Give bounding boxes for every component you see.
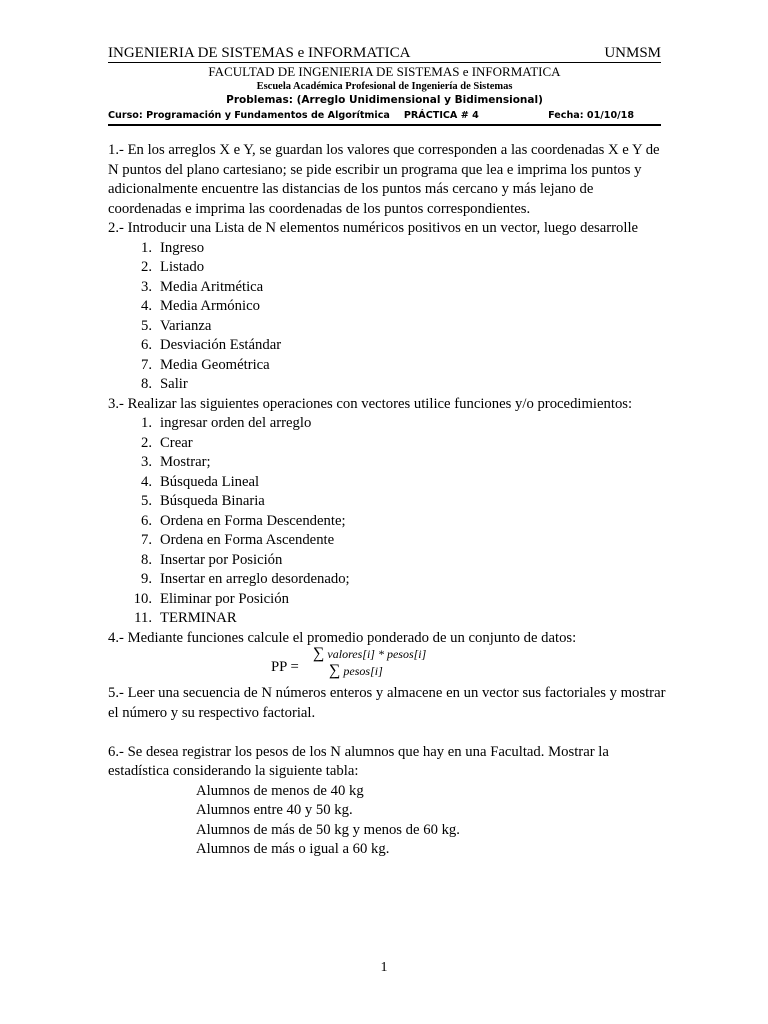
list-item-number: 4. [140, 473, 152, 490]
problem-4: 4.- Mediante funciones calcule el promedio ponderado de un conjunto de datos: [108, 629, 577, 646]
list-item-number: 8. [140, 376, 152, 392]
list-item [108, 297, 668, 317]
list-item-number: 5. [140, 493, 152, 509]
list-item-number: 9. [140, 571, 152, 587]
list-item-number: 4. [140, 298, 152, 314]
header-top-line [108, 45, 661, 63]
list-item-number: 7. [140, 532, 152, 548]
list-item-number: 2. [140, 434, 152, 451]
list-item-text: Varianza [160, 317, 212, 334]
list-item-number: 6. [140, 337, 152, 353]
list-item-number: 1. [140, 415, 152, 431]
problem-1: 1.- En los arreglos X e Y, se guardan los valores que corresponden a las coordenadas X e Y de N puntos del plano cartesiano; se pide escribir un programa que lea e imprima los puntos y adicionalmente encuentre las distancias de los puntos más cercano y más lejano de coordenadas e imprima las coordenadas de los puntos correspondientes. [108, 142, 660, 217]
list-item-text: TERMINAR [160, 610, 237, 626]
problem-2-list [108, 239, 668, 395]
list-item-text: Salir [160, 376, 188, 392]
list-item-number: 5. [140, 317, 152, 334]
list-item [108, 512, 668, 532]
list-item-text: Media Geométrica [160, 356, 270, 373]
list-item-text: Eliminar por Posición [160, 590, 289, 607]
document-body [108, 141, 668, 860]
formula-lhs: PP = [271, 659, 299, 675]
list-item [108, 531, 668, 551]
sigma-symbol: ∑ [329, 662, 341, 679]
weight-category: Alumnos de más de 50 kg y menos de 60 kg. [196, 821, 460, 838]
problem-2: 2.- Introducir una Lista de N elementos numéricos positivos en un vector, luego desarrolle [108, 220, 639, 236]
header-practice: PRÁCTICA # 4 [403, 110, 479, 121]
list-item-number: 8. [140, 551, 152, 568]
page-number: 1 [380, 960, 388, 975]
list-item-number: 3. [140, 454, 152, 470]
header-course-line [108, 109, 661, 126]
list-item-text: Mostrar; [160, 454, 211, 470]
list-item-number: 11. [134, 610, 152, 626]
list-item [108, 609, 668, 629]
problem-3-list [108, 414, 668, 629]
problem-6-list [108, 782, 668, 860]
list-item [108, 590, 668, 610]
list-item [108, 570, 668, 590]
formula-numerator-text: valores[i] * pesos[i] [327, 647, 427, 661]
list-item [108, 414, 668, 434]
header-university: UNMSM [604, 45, 661, 61]
list-item-number: 6. [140, 512, 152, 529]
spacer [108, 723, 668, 743]
list-item [108, 336, 668, 356]
list-item-text: Crear [160, 434, 193, 451]
formula-denominator-text: pesos[i] [343, 664, 383, 678]
list-item-text: Búsqueda Lineal [160, 473, 260, 490]
list-item-text: Ordena en Forma Descendente; [160, 512, 346, 529]
list-item [108, 492, 668, 512]
weighted-average-formula [271, 645, 668, 684]
list-item-number: 2. [140, 259, 152, 275]
problem-6: 6.- Se desea registrar los pesos de los N alumnos que hay en una Facultad. Mostrar la estadística considerando la siguiente tabla: [108, 743, 609, 779]
list-item [108, 317, 668, 337]
list-item [108, 375, 668, 395]
sigma-symbol: ∑ [313, 645, 325, 662]
list-item [108, 434, 668, 454]
list-item [108, 356, 668, 376]
list-item [108, 453, 668, 473]
header-department: INGENIERIA DE SISTEMAS e INFORMATICA [108, 45, 411, 61]
list-item-text: Ingreso [160, 239, 205, 256]
list-item-number: 10. [133, 590, 152, 607]
weight-category: Alumnos de menos de 40 kg [196, 782, 364, 799]
list-item-text: Desviación Estándar [160, 337, 282, 353]
formula-denominator [329, 661, 383, 682]
list-item-text: ingresar orden del arreglo [160, 415, 312, 431]
header-date: Fecha: 01/10/18 [548, 110, 634, 121]
list-item-text: Media Armónico [160, 298, 260, 314]
list-item-number: 7. [140, 356, 152, 373]
header-course: Curso: Programación y Fundamentos de Algorítmica [108, 110, 390, 121]
problem-5: 5.- Leer una secuencia de N números enteros y almacene en un vector sus factoriales y mostrar el número y su respectivo factorial. [108, 685, 666, 721]
list-item-number: 3. [140, 278, 152, 295]
list-item [108, 258, 668, 278]
weight-category: Alumnos entre 40 y 50 kg. [196, 802, 353, 818]
list-item [108, 551, 668, 571]
list-item-text: Ordena en Forma Ascendente [160, 532, 335, 548]
header-school: Escuela Académica Profesional de Ingeniería de Sistemas [256, 81, 513, 92]
header-problems: Problemas: (Arreglo Unidimensional y Bidimensional) [226, 94, 543, 106]
problem-3: 3.- Realizar las siguientes operaciones con vectores utilice funciones y/o procedimientos: [108, 395, 633, 412]
list-item-text: Listado [160, 259, 205, 275]
list-item-number: 1. [140, 239, 152, 256]
weight-category: Alumnos de más o igual a 60 kg. [196, 841, 390, 857]
list-item [108, 473, 668, 493]
list-item [108, 278, 668, 298]
list-item-text: Insertar por Posición [160, 551, 283, 568]
list-item-text: Búsqueda Binaria [160, 493, 265, 509]
list-item [108, 239, 668, 259]
list-item-text: Media Aritmética [160, 278, 264, 295]
list-item-text: Insertar en arreglo desordenado; [160, 571, 350, 587]
header-faculty: FACULTAD DE INGENIERIA DE SISTEMAS e INFORMATICA [208, 64, 561, 79]
